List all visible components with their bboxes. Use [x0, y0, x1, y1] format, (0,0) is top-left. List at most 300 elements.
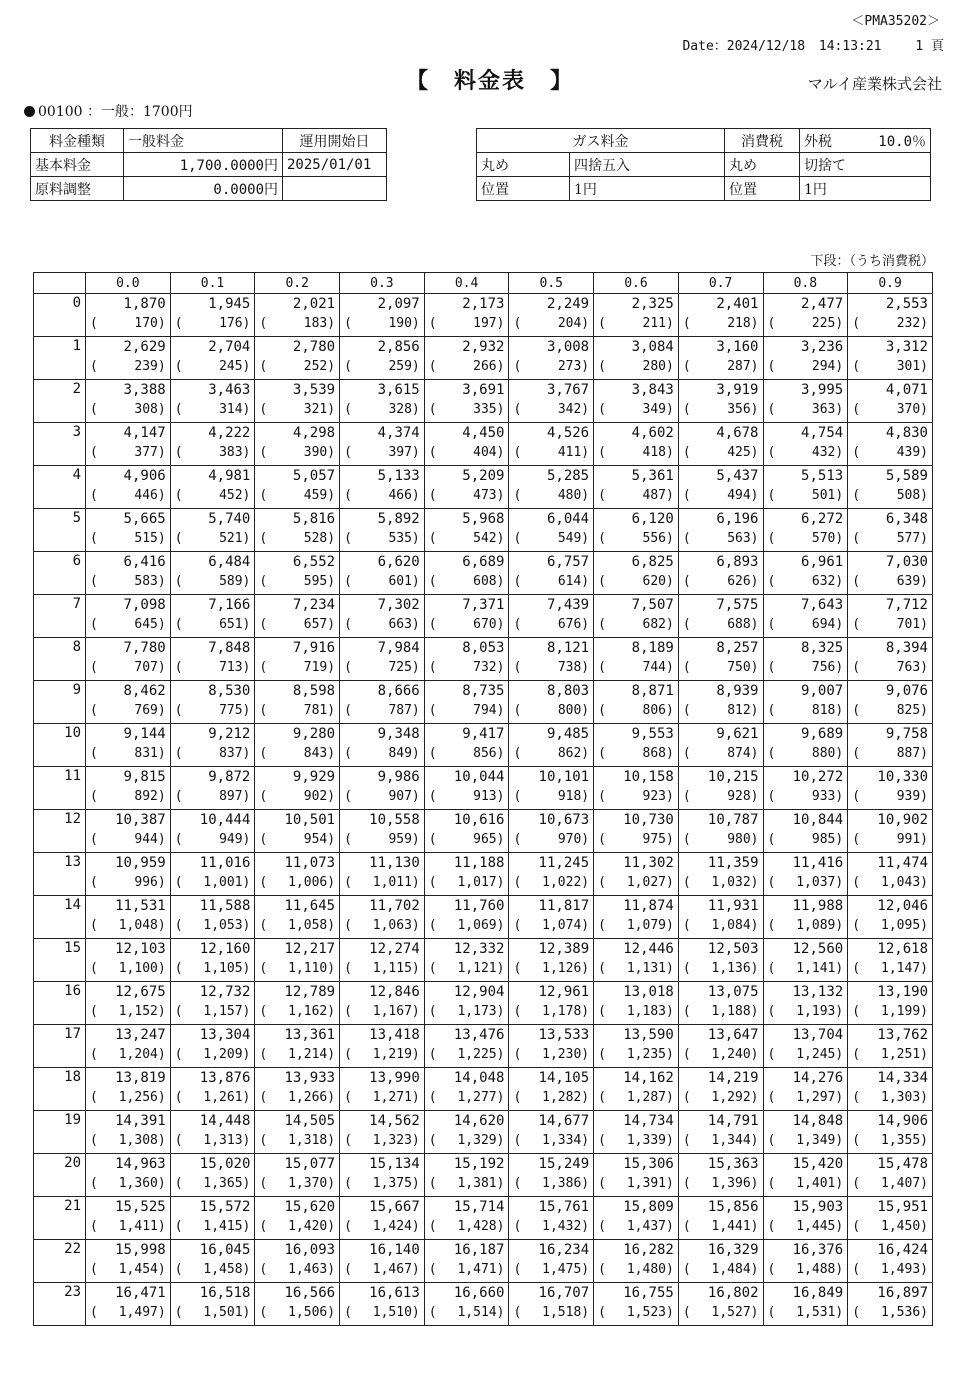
column-header: 0.4 [424, 273, 509, 294]
tax-value-line [340, 1174, 424, 1194]
rate-value: 14,219 [707, 1070, 759, 1086]
row-label: 11 [34, 767, 86, 810]
close-paren: ) [665, 1219, 674, 1234]
tax-value: 800 [557, 703, 582, 718]
rate-value: 4,374 [377, 425, 420, 441]
open-paren: ( [513, 703, 522, 718]
tax-value: 1,488 [796, 1262, 836, 1277]
tax-value-line [679, 959, 763, 979]
open-paren: ( [259, 1004, 268, 1019]
tax-value: 682 [642, 617, 666, 632]
tax-value: 1,235 [626, 1047, 666, 1062]
rate-cell [340, 1025, 425, 1068]
tax-value-line [764, 1045, 848, 1065]
rate-cell [170, 810, 255, 853]
close-paren: ) [581, 660, 590, 675]
open-paren: ( [174, 402, 183, 417]
tax-value-line [171, 400, 255, 420]
tax-value-line [340, 615, 424, 635]
tax-value-line [848, 873, 932, 893]
tax-value: 608 [473, 574, 497, 589]
close-paren: ) [835, 1090, 844, 1105]
gas-tax-table [476, 128, 931, 201]
tax-value: 1,001 [203, 875, 243, 890]
rate-cell [678, 681, 763, 724]
rate-cell [678, 638, 763, 681]
open-paren: ( [90, 531, 98, 546]
tax-value: 707 [134, 660, 158, 675]
open-paren: ( [598, 1133, 606, 1148]
tax-value-line [86, 1045, 170, 1065]
tax-value: 887 [896, 746, 921, 761]
close-paren: ) [157, 1090, 166, 1105]
rate-cell [594, 337, 679, 380]
tax-value-line [171, 314, 255, 334]
tax-value-line [764, 701, 848, 721]
rate-cell [763, 767, 848, 810]
tax-value: 1,199 [881, 1004, 921, 1019]
open-paren: ( [90, 1176, 98, 1191]
rate-value: 13,704 [792, 1027, 844, 1043]
tax-value-line [171, 572, 255, 592]
rate-value: 12,560 [792, 941, 844, 957]
tax-value: 880 [811, 746, 836, 761]
rate-value: 13,247 [115, 1027, 166, 1043]
close-paren: ) [750, 789, 759, 804]
tax-value-line [509, 916, 593, 936]
rate-value: 16,234 [538, 1242, 590, 1258]
rate-cell [170, 896, 255, 939]
tax-value: 1,105 [203, 961, 243, 976]
tax-value: 651 [219, 617, 243, 632]
rate-cell [170, 1154, 255, 1197]
tax-value-line [255, 400, 339, 420]
tax-value: 1,441 [711, 1219, 751, 1234]
tax-value-line [171, 744, 255, 764]
rate-cell [255, 1111, 340, 1154]
close-paren: ) [157, 402, 166, 417]
tax-value-line [764, 1303, 848, 1323]
open-paren: ( [852, 1262, 861, 1277]
open-paren: ( [259, 1090, 268, 1105]
rate-value: 11,016 [199, 855, 251, 871]
tax-value-line [764, 830, 848, 850]
tax-value-line [594, 400, 678, 420]
open-paren: ( [90, 316, 98, 331]
open-paren: ( [259, 1262, 268, 1277]
open-paren: ( [259, 617, 268, 632]
open-paren: ( [767, 574, 776, 589]
close-paren: ) [496, 359, 505, 374]
table-row [34, 1068, 933, 1111]
tax-value: 259 [388, 359, 412, 374]
open-paren: ( [513, 1090, 522, 1105]
rate-value: 7,984 [377, 640, 420, 656]
tax-value-line [509, 443, 593, 463]
tax-value: 1,017 [457, 875, 497, 890]
rate-value: 9,872 [208, 769, 251, 785]
tax-value: 1,432 [542, 1219, 582, 1234]
close-paren: ) [835, 789, 844, 804]
rate-value: 8,803 [546, 683, 590, 699]
rate-value: 10,158 [623, 769, 674, 785]
rate-cell [340, 810, 425, 853]
rate-cell [509, 853, 594, 896]
close-paren: ) [496, 1219, 505, 1234]
tax-value-line [848, 443, 932, 463]
open-paren: ( [852, 918, 861, 933]
rate-table-header [34, 273, 933, 294]
tax-value: 991 [896, 832, 921, 847]
rate-value: 12,274 [369, 941, 420, 957]
tax-value-line [171, 830, 255, 850]
rate-cell [170, 724, 255, 767]
open-paren: ( [259, 961, 268, 976]
close-paren: ) [157, 961, 166, 976]
tax-value-line [509, 830, 593, 850]
open-paren: ( [428, 1176, 437, 1191]
close-paren: ) [411, 617, 420, 632]
rate-value: 2,325 [631, 296, 674, 312]
tax-value-line [679, 1088, 763, 1108]
tax-value-line [594, 1217, 678, 1237]
tax-value: 570 [811, 531, 836, 546]
tax-value: 756 [811, 660, 836, 675]
open-paren: ( [598, 1090, 606, 1105]
tax-value-line [171, 1174, 255, 1194]
rate-value: 15,903 [792, 1199, 844, 1215]
rate-cell [255, 294, 340, 337]
rate-cell [340, 638, 425, 681]
open-paren: ( [767, 402, 776, 417]
rate-cell [170, 982, 255, 1025]
rate-cell [424, 595, 509, 638]
close-paren: ) [835, 703, 844, 718]
rate-value: 15,951 [877, 1199, 928, 1215]
rate-value: 12,160 [199, 941, 251, 957]
rate-cell [340, 1111, 425, 1154]
open-paren: ( [428, 961, 437, 976]
rate-value: 8,394 [885, 640, 928, 656]
rate-value: 12,046 [877, 898, 928, 914]
rate-cell [340, 423, 425, 466]
open-paren: ( [259, 445, 268, 460]
rate-cell [424, 1154, 509, 1197]
tax-value-line [171, 529, 255, 549]
open-paren: ( [90, 402, 98, 417]
tax-value: 725 [388, 660, 412, 675]
rate-cell [763, 423, 848, 466]
tax-value-line [86, 830, 170, 850]
fee-type-value: 一般料金 [124, 129, 283, 153]
rate-value: 9,280 [292, 726, 336, 742]
tax-value: 1,396 [711, 1176, 751, 1191]
open-paren: ( [344, 832, 352, 847]
tax-value-line [340, 486, 424, 506]
rate-value: 6,620 [377, 554, 420, 570]
rate-value: 15,420 [792, 1156, 844, 1172]
tax-value-line [171, 873, 255, 893]
open-paren: ( [767, 1219, 776, 1234]
tax-value-line [340, 916, 424, 936]
tax-value-line [425, 701, 509, 721]
tax-value: 874 [727, 746, 751, 761]
rate-value: 10,101 [538, 769, 590, 785]
tax-value-line [848, 615, 932, 635]
rate-cell [509, 1240, 594, 1283]
close-paren: ) [920, 660, 928, 675]
open-paren: ( [682, 660, 691, 675]
rate-value: 16,376 [792, 1242, 844, 1258]
tax-value: 1,271 [372, 1090, 412, 1105]
open-paren: ( [767, 488, 776, 503]
rate-cell [848, 552, 933, 595]
open-paren: ( [174, 832, 183, 847]
tax-value: 645 [134, 617, 158, 632]
close-paren: ) [411, 918, 420, 933]
rate-value: 15,478 [877, 1156, 928, 1172]
row-label: 1 [34, 337, 86, 380]
open-paren: ( [174, 488, 183, 503]
rate-cell [594, 896, 679, 939]
tax-value-line [679, 486, 763, 506]
row-label: 6 [34, 552, 86, 595]
open-paren: ( [513, 1262, 522, 1277]
tax-value: 1,214 [288, 1047, 328, 1062]
open-paren: ( [682, 875, 691, 890]
tax-value: 1,391 [626, 1176, 666, 1191]
rate-value: 6,893 [716, 554, 759, 570]
tax-value: 944 [134, 832, 158, 847]
rate-value: 9,348 [377, 726, 420, 742]
close-paren: ) [242, 316, 251, 331]
tax-value: 1,514 [457, 1305, 497, 1320]
column-header: 0.2 [255, 273, 340, 294]
tax-value: 1,204 [118, 1047, 158, 1062]
tax-value-line [848, 486, 932, 506]
close-paren: ) [496, 1004, 505, 1019]
rate-cell [424, 509, 509, 552]
close-paren: ) [496, 703, 505, 718]
open-paren: ( [682, 746, 691, 761]
rate-value: 8,598 [292, 683, 336, 699]
tax-value: 377 [134, 445, 158, 460]
close-paren: ) [157, 1305, 166, 1320]
rate-value: 13,762 [877, 1027, 928, 1043]
open-paren: ( [428, 918, 437, 933]
rate-cell [594, 294, 679, 337]
rate-cell [678, 337, 763, 380]
tax-value: 1,037 [796, 875, 836, 890]
close-paren: ) [750, 402, 759, 417]
rate-value: 11,302 [623, 855, 674, 871]
close-paren: ) [581, 1133, 590, 1148]
gas-rounding-label: 丸め [477, 153, 570, 177]
rate-cell [170, 552, 255, 595]
row-label: 2 [34, 380, 86, 423]
rate-cell [763, 380, 848, 423]
close-paren: ) [242, 574, 251, 589]
close-paren: ) [581, 703, 590, 718]
close-paren: ) [496, 574, 505, 589]
row-label: 4 [34, 466, 86, 509]
close-paren: ) [327, 1090, 336, 1105]
tax-value: 1,058 [288, 918, 328, 933]
tax-value: 1,501 [203, 1305, 243, 1320]
open-paren: ( [90, 660, 98, 675]
open-paren: ( [767, 875, 776, 890]
tax-value-line [425, 959, 509, 979]
rate-value: 11,588 [199, 898, 251, 914]
tax-value-line [171, 357, 255, 377]
tax-value-line [340, 357, 424, 377]
tax-type: 外税 [804, 133, 832, 150]
rate-cell [255, 681, 340, 724]
rate-value: 6,348 [885, 511, 928, 527]
tax-value: 1,381 [457, 1176, 497, 1191]
close-paren: ) [665, 574, 674, 589]
table-row [34, 724, 933, 767]
rate-value: 13,533 [538, 1027, 590, 1043]
open-paren: ( [344, 918, 352, 933]
open-paren: ( [344, 789, 352, 804]
rate-cell [255, 1197, 340, 1240]
rate-value: 9,417 [462, 726, 505, 742]
tax-value-line [86, 357, 170, 377]
rate-value: 15,192 [453, 1156, 505, 1172]
rate-value: 11,702 [369, 898, 420, 914]
tax-value: 787 [388, 703, 412, 718]
print-date: 2024/12/18 [726, 39, 806, 54]
open-paren: ( [767, 1176, 776, 1191]
tax-value: 1,287 [626, 1090, 666, 1105]
gas-position-label: 位置 [477, 177, 570, 201]
rate-cell [86, 294, 171, 337]
rate-cell [170, 939, 255, 982]
rate-value: 8,666 [377, 683, 420, 699]
tax-value-line [86, 1217, 170, 1237]
open-paren: ( [598, 531, 606, 546]
rate-value: 5,665 [123, 511, 166, 527]
rate-cell [424, 1068, 509, 1111]
rate-cell [170, 681, 255, 724]
rate-value: 3,084 [631, 339, 674, 355]
rate-cell [255, 724, 340, 767]
close-paren: ) [411, 1090, 420, 1105]
rate-value: 1,870 [123, 296, 166, 312]
tax-value: 632 [811, 574, 836, 589]
open-paren: ( [174, 1047, 183, 1062]
rate-cell [594, 595, 679, 638]
rate-cell [86, 810, 171, 853]
rate-cell [678, 380, 763, 423]
tax-value: 933 [811, 789, 836, 804]
rate-value: 8,121 [546, 640, 590, 656]
tax-value: 556 [642, 531, 666, 546]
close-paren: ) [665, 445, 674, 460]
tax-value: 1,266 [288, 1090, 328, 1105]
tax-value-line [425, 830, 509, 850]
tax-value: 928 [727, 789, 751, 804]
close-paren: ) [835, 1262, 844, 1277]
rate-value: 16,282 [623, 1242, 674, 1258]
rate-value: 16,897 [877, 1285, 928, 1301]
rate-cell [848, 509, 933, 552]
rate-cell [340, 939, 425, 982]
tax-value: 1,245 [796, 1047, 836, 1062]
rate-value: 4,450 [462, 425, 505, 441]
close-paren: ) [835, 445, 844, 460]
close-paren: ) [327, 789, 336, 804]
rate-value: 10,215 [707, 769, 759, 785]
open-paren: ( [852, 445, 861, 460]
rate-cell [255, 380, 340, 423]
rate-cell [509, 939, 594, 982]
tax-label: 消費税 [725, 129, 800, 153]
rate-cell [86, 509, 171, 552]
rate-cell [340, 1240, 425, 1283]
open-paren: ( [428, 316, 437, 331]
close-paren: ) [157, 918, 166, 933]
open-paren: ( [174, 445, 183, 460]
rate-value: 10,044 [453, 769, 505, 785]
open-paren: ( [682, 1047, 691, 1062]
open-paren: ( [682, 617, 691, 632]
tax-value-line [764, 1088, 848, 1108]
tax-value-line [86, 1174, 170, 1194]
rate-value: 6,044 [546, 511, 590, 527]
open-paren: ( [513, 832, 522, 847]
rate-value: 13,876 [199, 1070, 251, 1086]
tax-value-line [509, 572, 593, 592]
close-paren: ) [920, 1176, 928, 1191]
rate-value: 13,990 [369, 1070, 420, 1086]
tax-value-line [594, 701, 678, 721]
rate-cell [594, 810, 679, 853]
rate-cell [340, 1068, 425, 1111]
rate-value: 15,620 [284, 1199, 336, 1215]
close-paren: ) [581, 617, 590, 632]
rate-cell [255, 1154, 340, 1197]
rate-cell [170, 294, 255, 337]
tax-value-line [679, 744, 763, 764]
rate-value: 4,071 [885, 382, 928, 398]
tax-value-line [86, 615, 170, 635]
tax-value-line [848, 959, 932, 979]
rate-cell [594, 466, 679, 509]
open-paren: ( [174, 1219, 183, 1234]
rate-cell [763, 1154, 848, 1197]
open-paren: ( [682, 1219, 691, 1234]
close-paren: ) [665, 1004, 674, 1019]
open-paren: ( [259, 488, 268, 503]
tax-value: 626 [727, 574, 751, 589]
tax-value-line [679, 1174, 763, 1194]
rate-value: 10,501 [284, 812, 336, 828]
open-paren: ( [174, 1133, 183, 1148]
open-paren: ( [344, 746, 352, 761]
rate-value: 8,462 [123, 683, 166, 699]
open-paren: ( [767, 1262, 776, 1277]
tax-position-label: 位置 [725, 177, 800, 201]
close-paren: ) [157, 660, 166, 675]
rate-cell [509, 1025, 594, 1068]
tax-value: 211 [642, 316, 666, 331]
close-paren: ) [496, 1133, 505, 1148]
tax-value-line [340, 1217, 424, 1237]
close-paren: ) [665, 703, 674, 718]
close-paren: ) [157, 1176, 166, 1191]
